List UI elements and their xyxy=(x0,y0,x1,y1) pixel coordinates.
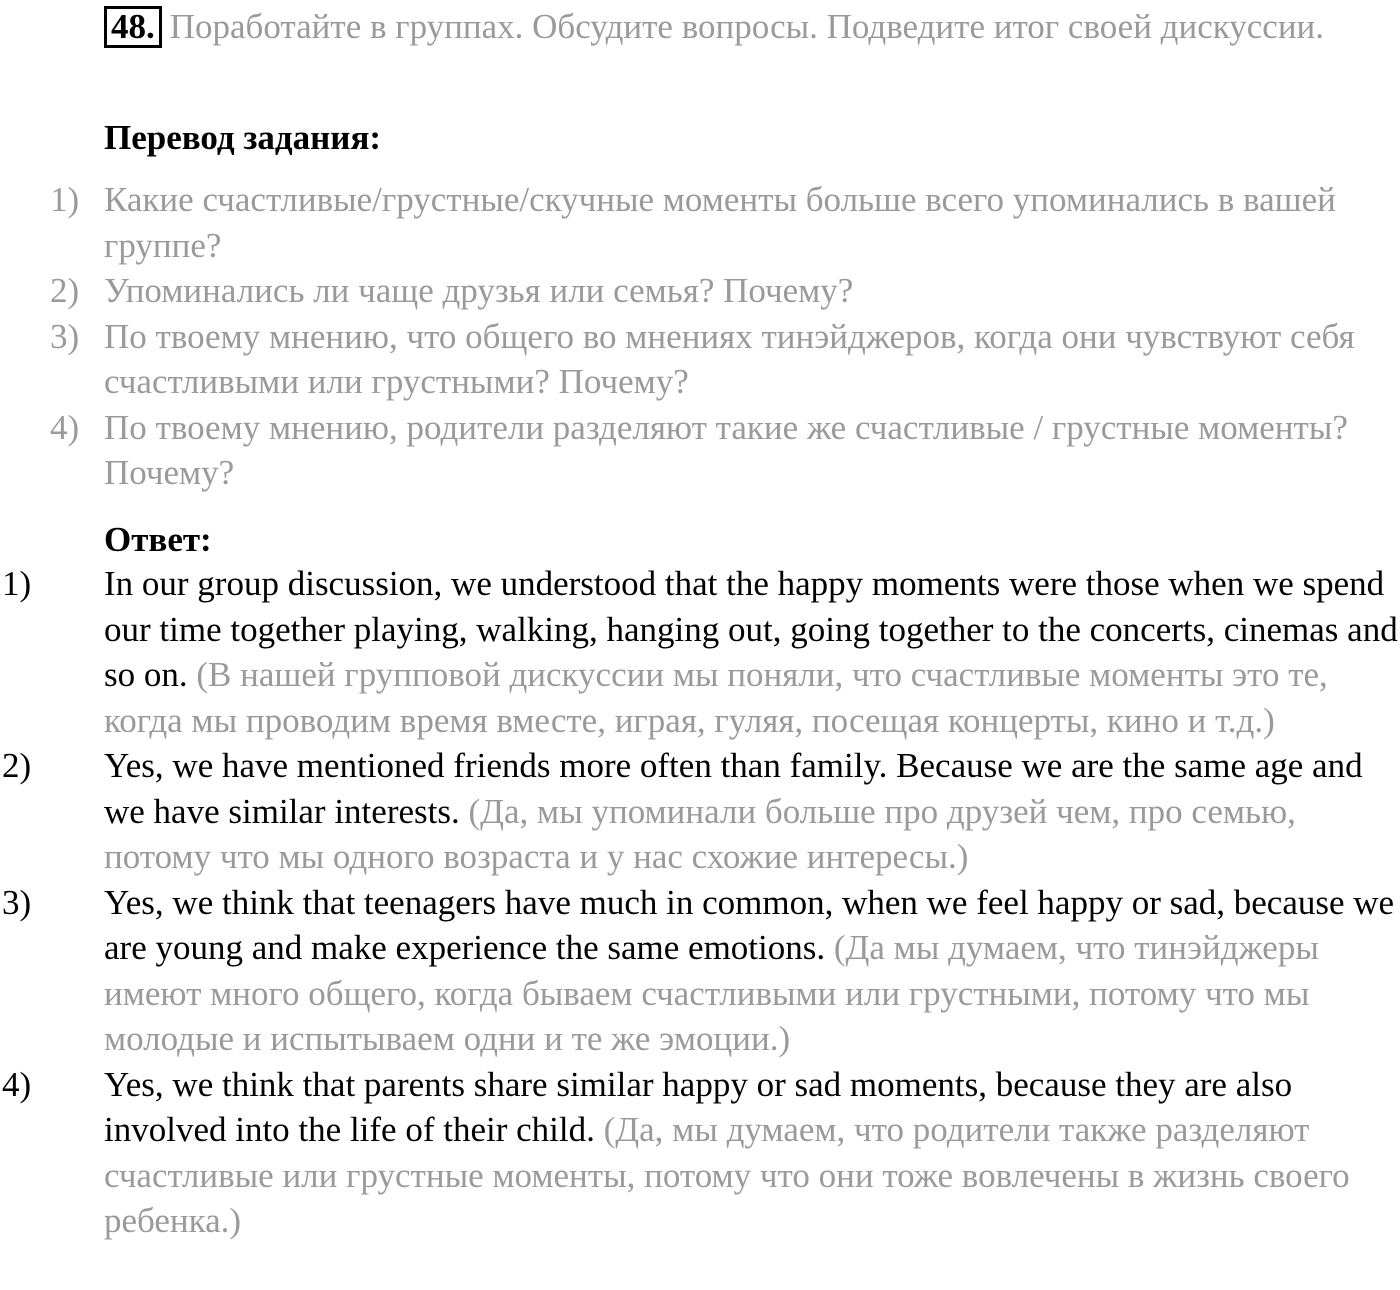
task-header xyxy=(104,4,1394,50)
answer-english: In our group discussion, we understood that the happy moments were those when we spend our time together playing, walking, hanging out, going together to the concerts, cinemas and so on. xyxy=(104,564,1398,694)
answer-list xyxy=(2,561,1398,1244)
answer-russian-translation: (Да, мы думаем, что родители также разделяют счастливые или грустные моменты, потому что они тоже вовлечены в жизнь своего ребенка.) xyxy=(104,1110,1350,1240)
answer-russian-translation: (Да, мы упоминали больше про друзей чем, про семью, потому что мы одного возраста и у нас схожие интересы.) xyxy=(104,791,1296,876)
answer-title: Ответ: xyxy=(104,520,212,559)
task-number: 48. xyxy=(104,6,162,48)
answer-item-text xyxy=(104,561,1398,743)
translation-item-4 xyxy=(50,405,1395,496)
answer-russian-translation: (В нашей групповой дискуссии мы поняли, что счастливые моменты это те, когда мы проводим время вместе, играя, гуляя, посещая концерты, кино и т.д.) xyxy=(104,655,1328,740)
translation-item-1 xyxy=(50,177,1395,268)
translation-item-text: Какие счастливые/грустные/скучные моменты больше всего упоминались в вашей группе? xyxy=(104,180,1336,265)
translation-item-number: 4) xyxy=(50,407,80,447)
answer-item-text xyxy=(104,880,1398,1062)
answer-item-2 xyxy=(2,743,1398,880)
answer-item-number: 4) xyxy=(2,1064,32,1104)
answer-item-number: 3) xyxy=(2,882,32,922)
translation-list xyxy=(50,177,1395,496)
answer-item-1 xyxy=(2,561,1398,743)
translation-title: Перевод задания: xyxy=(104,118,382,157)
answer-russian-translation: (Да мы думаем, что тинэйджеры имеют много общего, когда бываем счастливыми или грустными, потому что мы молодые и испытываем одни и те же эмоции.) xyxy=(104,928,1319,1058)
translation-item-number: 2) xyxy=(50,271,80,310)
answer-item-number: 1) xyxy=(2,564,32,603)
translation-item-3 xyxy=(50,314,1395,405)
translation-item-number: 3) xyxy=(50,316,80,356)
answer-english: Yes, we think that teenagers have much in common, when we feel happy or sad, because we are young and make experience the same emotions. xyxy=(104,882,1395,967)
answer-item-3 xyxy=(2,880,1398,1062)
answer-item-text xyxy=(104,1062,1398,1244)
translation-item-text: Упоминались ли чаще друзья или семья? Почему? xyxy=(104,271,854,310)
task-text: Поработайте в группах. Обсудите вопросы. Подведите итог своей дискуссии. xyxy=(169,7,1325,46)
translation-item-number: 1) xyxy=(50,180,80,219)
answer-item-number: 2) xyxy=(2,746,32,785)
answer-item-4 xyxy=(2,1062,1398,1244)
answer-english: Yes, we have mentioned friends more often than family. Because we are the same age and we have similar interests. xyxy=(104,746,1363,831)
answer-english: Yes, we think that parents share similar happy or sad moments, because they are also involved into the life of their child. xyxy=(104,1064,1293,1149)
translation-item-2 xyxy=(50,268,1395,314)
answer-item-text xyxy=(104,743,1398,880)
translation-item-text: По твоему мнению, родители разделяют такие же счастливые / грустные моменты? Почему? xyxy=(104,407,1348,492)
translation-item-text: По твоему мнению, что общего во мнениях тинэйджеров, когда они чувствуют себя счастливыми или грустными? Почему? xyxy=(104,316,1355,401)
